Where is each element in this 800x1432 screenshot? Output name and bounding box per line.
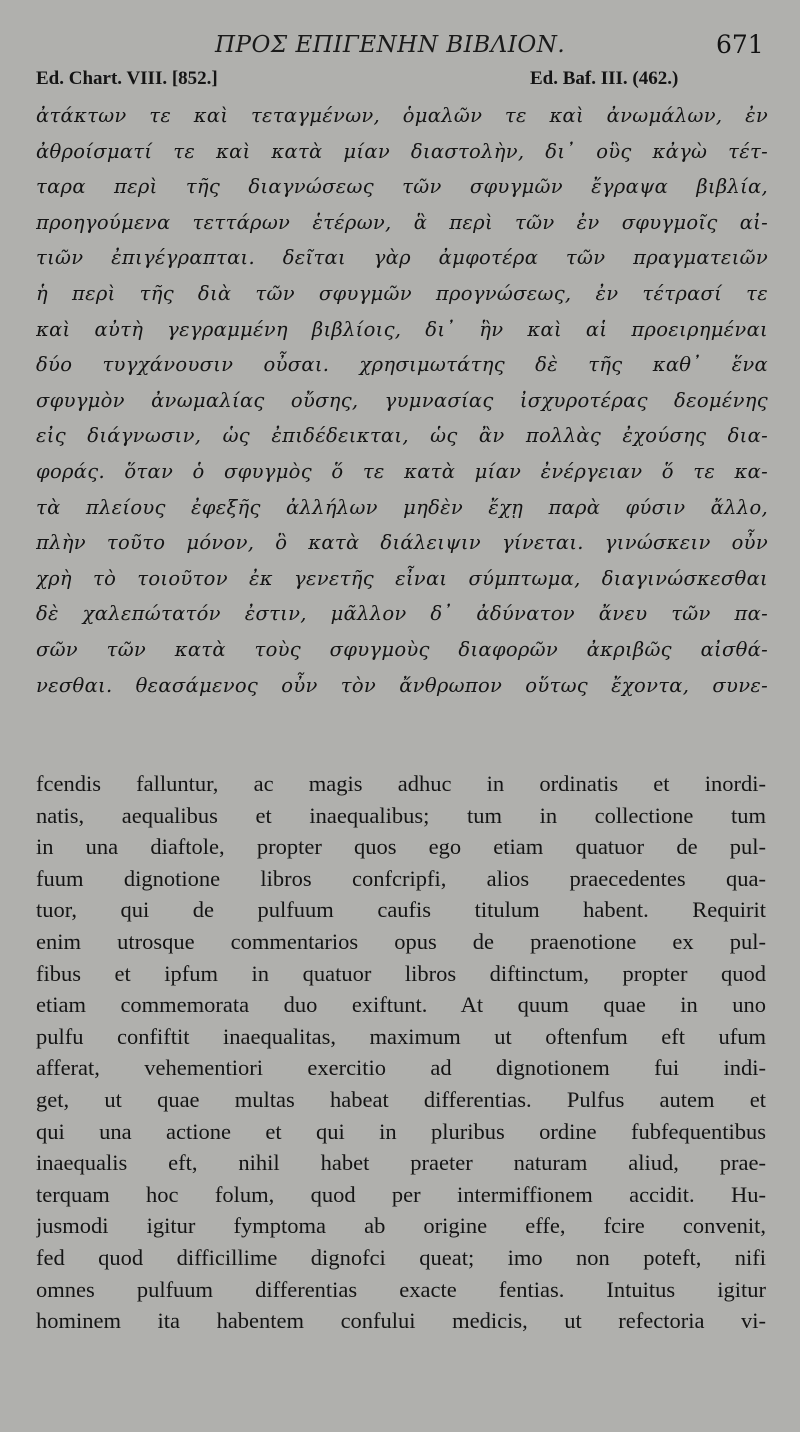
latin-text-line: fed quod difficillime dignofci queat; imo non poteft, nifi xyxy=(36,1244,766,1270)
greek-text-line: τιῶν ἐπιγέγραπται. δεῖται γὰρ ἀμφοτέρα τῶν πραγματειῶν xyxy=(36,246,768,270)
greek-text-line: ἡ περὶ τῆς διὰ τῶν σφυγμῶν προγνώσεως, ἐν τέτρασί τε xyxy=(36,281,768,305)
latin-text-line: get, ut quae multas habeat differentias. Pulfus autem et xyxy=(36,1086,766,1112)
greek-text-line: χρὴ τὸ τοιοῦτον ἐκ γενετῆς εἶναι σύμπτωμα, διαγινώσκεσθαι xyxy=(36,566,768,590)
greek-text-line: προηγούμενα τεττάρων ἑτέρων, ἃ περὶ τῶν ἐν σφυγμοῖς αἰ- xyxy=(36,210,768,234)
greek-text-line: εἰς διάγνωσιν, ὡς ἐπιδέδεικται, ὡς ἂν πολλὰς ἐχούσης δια- xyxy=(36,424,768,448)
latin-text-line: etiam commemorata duo exiftunt. At quum quae in uno xyxy=(36,992,766,1018)
latin-text-line: fibus et ipfum in quatuor libros diftinctum, propter quod xyxy=(36,960,766,986)
greek-text-line: τὰ πλείους ἐφεξῆς ἀλλήλων μηδὲν ἔχῃ παρὰ φύσιν ἄλλο, xyxy=(36,495,768,519)
greek-text-line: νεσθαι. θεασάμενος οὖν τὸν ἄνθρωπον οὕτως ἔχοντα, συνε- xyxy=(36,673,768,697)
edition-basel-reference: Ed. Baf. III. (462.) xyxy=(530,68,679,89)
latin-text-line: jusmodi igitur fymptoma ab origine effe, fcire convenit, xyxy=(36,1213,766,1239)
running-head xyxy=(0,30,800,64)
latin-text-line: enim utrosque commentarios opus de praenotione ex pul- xyxy=(36,928,766,954)
latin-text-line: in una diaftole, propter quos ego etiam quatuor de pul- xyxy=(36,834,766,860)
latin-text-line: omnes pulfuum differentias exacte fentias. Intuitus igitur xyxy=(36,1276,766,1302)
latin-text-line: hominem ita habentem confului medicis, ut refectoria vi- xyxy=(36,1308,766,1334)
latin-text-line: fcendis falluntur, ac magis adhuc in ordinatis et inordi- xyxy=(36,771,766,796)
greek-text-line: ἀτάκτων τε καὶ τεταγμένων, ὁμαλῶν τε καὶ ἀνωμάλων, ἐν xyxy=(36,104,768,127)
greek-text-line: φοράς. ὅταν ὁ σφυγμὸς ὅ τε κατὰ μίαν ἐνέργειαν ὅ τε κα- xyxy=(36,459,768,483)
latin-text-line: fuum dignotione libros confcripfi, alios praecedentes qua- xyxy=(36,865,766,891)
greek-text-line: πλὴν τοῦτο μόνον, ὃ κατὰ διάλειψιν γίνεται. γινώσκειν οὖν xyxy=(36,531,768,555)
latin-text-line: natis, aequalibus et inaequalibus; tum in collectione tum xyxy=(36,802,766,828)
greek-text-line: καὶ αὐτὴ γεγραμμένη βιβλίοις, δι᾽ ἣν καὶ αἱ προειρημέναι xyxy=(36,317,768,341)
latin-text-line: inaequalis eft, nihil habet praeter naturam aliud, prae- xyxy=(36,1150,766,1176)
latin-text-line: pulfu confiftit inaequalitas, maximum ut oftenfum eft ufum xyxy=(36,1023,766,1049)
latin-text-block xyxy=(36,768,766,1337)
latin-text-line: terquam hoc folum, quod per intermiffionem accidit. Hu- xyxy=(36,1181,766,1207)
running-title: ΠΡΟΣ ΕΠΙΓΕΝΗΝ ΒΙΒΛΙΟΝ. xyxy=(215,32,566,58)
greek-text-line: δύο τυγχάνουσιν οὖσαι. χρησιμωτάτης δὲ τῆς καθ᾽ ἕνα xyxy=(36,353,768,377)
greek-text-line: δὲ χαλεπώτατόν ἐστιν, μᾶλλον δ᾽ ἀδύνατον ἄνευ τῶν πα- xyxy=(36,602,768,626)
greek-text-line: ταρα περὶ τῆς διαγνώσεως τῶν σφυγμῶν ἔγραψα βιβλία, xyxy=(36,175,768,199)
edition-reference-line xyxy=(0,66,800,96)
greek-text-line: σφυγμὸν ἀνωμαλίας οὔσης, γυμνασίας ἰσχυροτέρας δεομένης xyxy=(36,388,768,412)
greek-text-block xyxy=(36,98,768,703)
edition-chartier-reference: Ed. Chart. VIII. [852.] xyxy=(36,68,218,89)
latin-text-line: tuor, qui de pulfuum caufis titulum habent. Requirit xyxy=(36,897,766,923)
latin-text-line: qui una actione et qui in pluribus ordine fubfequentibus xyxy=(36,1118,766,1144)
latin-text-line: afferat, vehementiori exercitio ad dignotionem fui indi- xyxy=(36,1055,766,1081)
greek-text-line: ἀθροίσματί τε καὶ κατὰ μίαν διαστολὴν, δι᾽ οὓς κἀγὼ τέτ- xyxy=(36,139,768,163)
page-number: 671 xyxy=(716,30,764,59)
greek-text-line: σῶν τῶν κατὰ τοὺς σφυγμοὺς διαφορῶν ἀκριβῶς αἰσθά- xyxy=(36,637,768,661)
